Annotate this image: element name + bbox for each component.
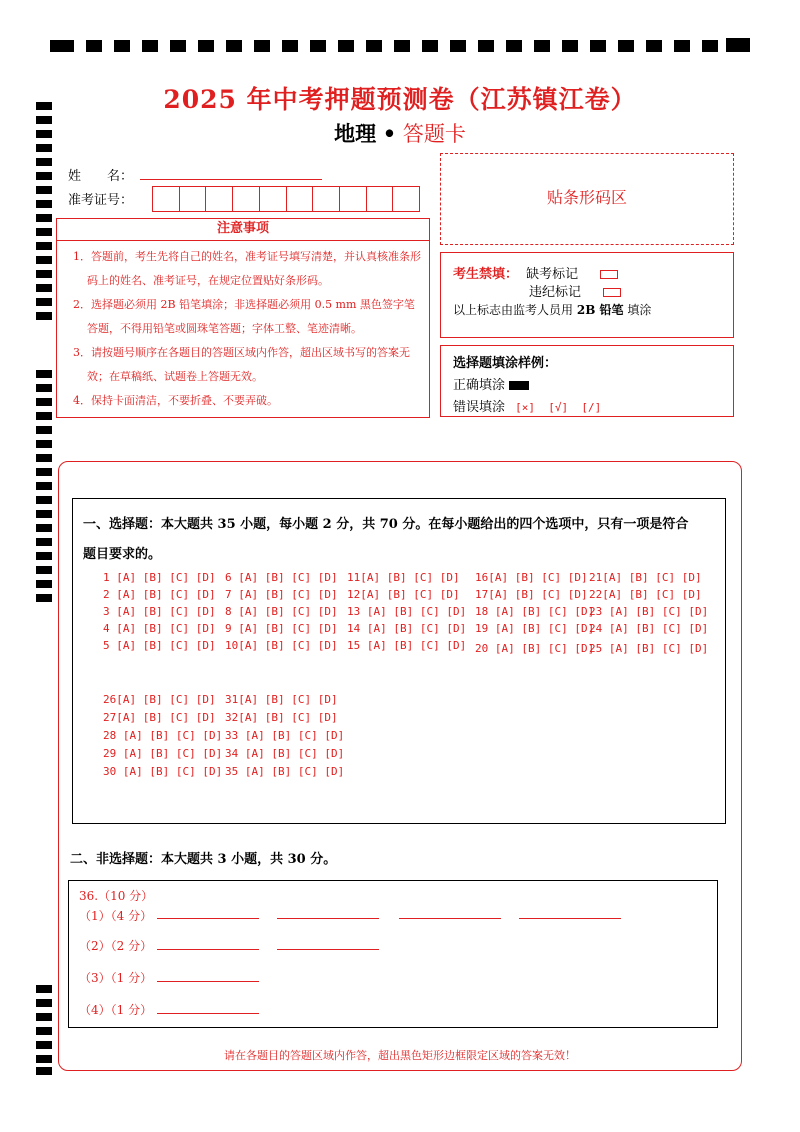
card-label: 答题卡 bbox=[402, 122, 466, 146]
part-2-label: （2）（2 分） bbox=[79, 939, 153, 953]
absent-label: 缺考标记 bbox=[526, 267, 579, 282]
part-4-label: （4）（1 分） bbox=[79, 1003, 153, 1017]
separator-dot: • bbox=[382, 121, 397, 146]
mc-question[interactable]: 32[A] [B] [C] [D] bbox=[225, 711, 338, 724]
left-timing-marks-top bbox=[36, 102, 52, 602]
mc-question[interactable]: 33 [A] [B] [C] [D] bbox=[225, 729, 345, 742]
timing-mark bbox=[198, 40, 214, 52]
mc-question[interactable]: 29 [A] [B] [C] [D] bbox=[103, 747, 223, 760]
id-digit-cell[interactable] bbox=[287, 187, 314, 211]
subject-label: 地理 bbox=[334, 121, 377, 146]
barcode-area[interactable]: 贴条形码区 bbox=[440, 153, 734, 245]
question-36-label: 36.（10 分） bbox=[79, 889, 154, 903]
id-digit-cell[interactable] bbox=[180, 187, 207, 211]
mc-question[interactable]: 9 [A] [B] [C] [D] bbox=[225, 622, 338, 635]
correct-fill-label: 正确填涂 bbox=[453, 378, 506, 393]
timing-mark bbox=[282, 40, 298, 52]
mc-question[interactable]: 27[A] [B] [C] [D] bbox=[103, 711, 216, 724]
mc-question[interactable]: 15 [A] [B] [C] [D] bbox=[347, 639, 467, 652]
timing-mark bbox=[338, 40, 354, 52]
timing-mark bbox=[394, 40, 410, 52]
mc-question[interactable]: 1 [A] [B] [C] [D] bbox=[103, 571, 216, 584]
timing-mark bbox=[478, 40, 494, 52]
wrong-fill-label: 错误填涂 bbox=[453, 400, 506, 415]
mc-question[interactable]: 28 [A] [B] [C] [D] bbox=[103, 729, 223, 742]
mc-question[interactable]: 26[A] [B] [C] [D] bbox=[103, 693, 216, 706]
timing-mark bbox=[562, 40, 578, 52]
answer-line[interactable] bbox=[157, 1013, 259, 1014]
mc-question[interactable]: 30 [A] [B] [C] [D] bbox=[103, 765, 223, 778]
timing-mark bbox=[726, 38, 750, 52]
answer-line[interactable] bbox=[519, 918, 621, 919]
forbid-note-pencil: 2B 铅笔 bbox=[576, 303, 624, 317]
answer-line[interactable] bbox=[277, 918, 379, 919]
mc-question[interactable]: 21[A] [B] [C] [D] bbox=[589, 571, 702, 584]
timing-mark bbox=[450, 40, 466, 52]
mc-question[interactable]: 31[A] [B] [C] [D] bbox=[225, 693, 338, 706]
mc-question[interactable]: 4 [A] [B] [C] [D] bbox=[103, 622, 216, 635]
mc-question[interactable]: 20 [A] [B] [C] [D] bbox=[475, 642, 595, 655]
mc-question[interactable]: 35 [A] [B] [C] [D] bbox=[225, 765, 345, 778]
mc-question[interactable]: 18 [A] [B] [C] [D] bbox=[475, 605, 595, 618]
timing-mark bbox=[310, 40, 326, 52]
violation-label: 违纪标记 bbox=[529, 285, 582, 300]
timing-mark bbox=[646, 40, 662, 52]
answer-line[interactable] bbox=[277, 949, 379, 950]
mc-section-title: 一、选择题：本大题共 35 小题，每小题 2 分，共 70 分。在每小题给出的四个选项中，只有一项是符合 bbox=[83, 517, 689, 532]
answer-line[interactable] bbox=[157, 918, 259, 919]
id-digit-cell[interactable] bbox=[206, 187, 233, 211]
absent-mark-box[interactable] bbox=[600, 270, 618, 279]
name-field[interactable] bbox=[140, 179, 322, 180]
mc-question[interactable]: 14 [A] [B] [C] [D] bbox=[347, 622, 467, 635]
name-label: 姓 名： bbox=[68, 169, 134, 184]
footer-warning: 请在各题目的答题区域内作答，超出黑色矩形边框限定区域的答案无效！ bbox=[224, 1049, 576, 1062]
notice-panel bbox=[56, 218, 430, 418]
mc-question[interactable]: 8 [A] [B] [C] [D] bbox=[225, 605, 338, 618]
mc-question[interactable]: 5 [A] [B] [C] [D] bbox=[103, 639, 216, 652]
timing-mark bbox=[142, 40, 158, 52]
forbid-note-end: 填涂 bbox=[627, 303, 652, 317]
multiple-choice-box bbox=[72, 498, 726, 824]
examiner-only-panel bbox=[440, 252, 734, 338]
mc-section-title-cont: 题目要求的。 bbox=[83, 547, 162, 562]
mc-question[interactable]: 7 [A] [B] [C] [D] bbox=[225, 588, 338, 601]
mc-question[interactable]: 34 [A] [B] [C] [D] bbox=[225, 747, 345, 760]
forbid-label: 考生禁填： bbox=[453, 267, 519, 282]
id-digit-cell[interactable] bbox=[393, 187, 419, 211]
answer-line[interactable] bbox=[157, 981, 259, 982]
id-digit-cell[interactable] bbox=[367, 187, 394, 211]
nonmc-section-title: 二、非选择题：本大题共 3 小题，共 30 分。 bbox=[70, 852, 337, 867]
timing-mark bbox=[86, 40, 102, 52]
notice-heading: 注意事项 bbox=[57, 219, 429, 241]
mc-question[interactable]: 19 [A] [B] [C] [D] bbox=[475, 622, 595, 635]
id-digit-cell[interactable] bbox=[153, 187, 180, 211]
sample-label: 选择题填涂样例： bbox=[453, 356, 558, 371]
fill-sample-panel bbox=[440, 345, 734, 417]
part-1-label: （1）（4 分） bbox=[79, 909, 153, 923]
page-subtitle bbox=[0, 118, 800, 148]
notice-item: 4．保持卡面清洁，不要折叠、不要弄破。 bbox=[73, 394, 278, 407]
mc-question[interactable]: 16[A] [B] [C] [D] bbox=[475, 571, 588, 584]
mc-question[interactable]: 12[A] [B] [C] [D] bbox=[347, 588, 460, 601]
id-digit-cell[interactable] bbox=[340, 187, 367, 211]
mc-question[interactable]: 10[A] [B] [C] [D] bbox=[225, 639, 338, 652]
timing-mark bbox=[702, 40, 718, 52]
timing-mark bbox=[534, 40, 550, 52]
correct-fill-mark bbox=[509, 381, 529, 390]
answer-line[interactable] bbox=[157, 949, 259, 950]
mc-question[interactable]: 23 [A] [B] [C] [D] bbox=[589, 605, 709, 618]
mc-question[interactable]: 22[A] [B] [C] [D] bbox=[589, 588, 702, 601]
timing-mark bbox=[170, 40, 186, 52]
id-digit-cell[interactable] bbox=[313, 187, 340, 211]
timing-mark bbox=[422, 40, 438, 52]
timing-mark bbox=[254, 40, 270, 52]
mc-question[interactable]: 13 [A] [B] [C] [D] bbox=[347, 605, 467, 618]
essay-box-36[interactable] bbox=[68, 880, 718, 1028]
exam-id-boxes[interactable] bbox=[152, 186, 420, 212]
timing-mark bbox=[506, 40, 522, 52]
wrong-fill-marks: [×] [√] [/] bbox=[515, 401, 602, 414]
timing-mark bbox=[366, 40, 382, 52]
notice-item: 3．请按题号顺序在各题目的答题区域内作答，超出区域书写的答案无效；在草稿纸、试题卷上答题无效。 bbox=[73, 346, 410, 383]
timing-mark bbox=[114, 40, 130, 52]
id-label: 准考证号： bbox=[68, 193, 134, 208]
mc-question[interactable]: 3 [A] [B] [C] [D] bbox=[103, 605, 216, 618]
timing-mark bbox=[50, 40, 74, 52]
part-3-label: （3）（1 分） bbox=[79, 971, 153, 985]
mc-question[interactable]: 24 [A] [B] [C] [D] bbox=[589, 622, 709, 635]
forbid-note: 以上标志由监考人员用 bbox=[453, 303, 574, 317]
timing-mark bbox=[590, 40, 606, 52]
answer-line[interactable] bbox=[399, 918, 501, 919]
timing-mark bbox=[674, 40, 690, 52]
mc-question[interactable]: 6 [A] [B] [C] [D] bbox=[225, 571, 338, 584]
page-title: 2025 年中考押题预测卷（江苏镇江卷） bbox=[163, 85, 637, 114]
timing-mark bbox=[618, 40, 634, 52]
mc-question[interactable]: 17[A] [B] [C] [D] bbox=[475, 588, 588, 601]
mc-question[interactable]: 2 [A] [B] [C] [D] bbox=[103, 588, 216, 601]
id-digit-cell[interactable] bbox=[260, 187, 287, 211]
mc-question[interactable]: 11[A] [B] [C] [D] bbox=[347, 571, 460, 584]
id-digit-cell[interactable] bbox=[233, 187, 260, 211]
notice-item: 1．答题前，考生先将自己的姓名，准考证号填写清楚，并认真核准条形码上的姓名、准考证号，在规定位置贴好条形码。 bbox=[73, 250, 421, 287]
mc-question[interactable]: 25 [A] [B] [C] [D] bbox=[589, 642, 709, 655]
timing-mark bbox=[226, 40, 242, 52]
notice-item: 2．选择题必须用 2B 铅笔填涂；非选择题必须用 0.5 mm 黑色签字笔答题，不得用铅笔或圆珠笔答题；字体工整、笔迹清晰。 bbox=[73, 298, 415, 335]
violation-mark-box[interactable] bbox=[603, 288, 621, 297]
